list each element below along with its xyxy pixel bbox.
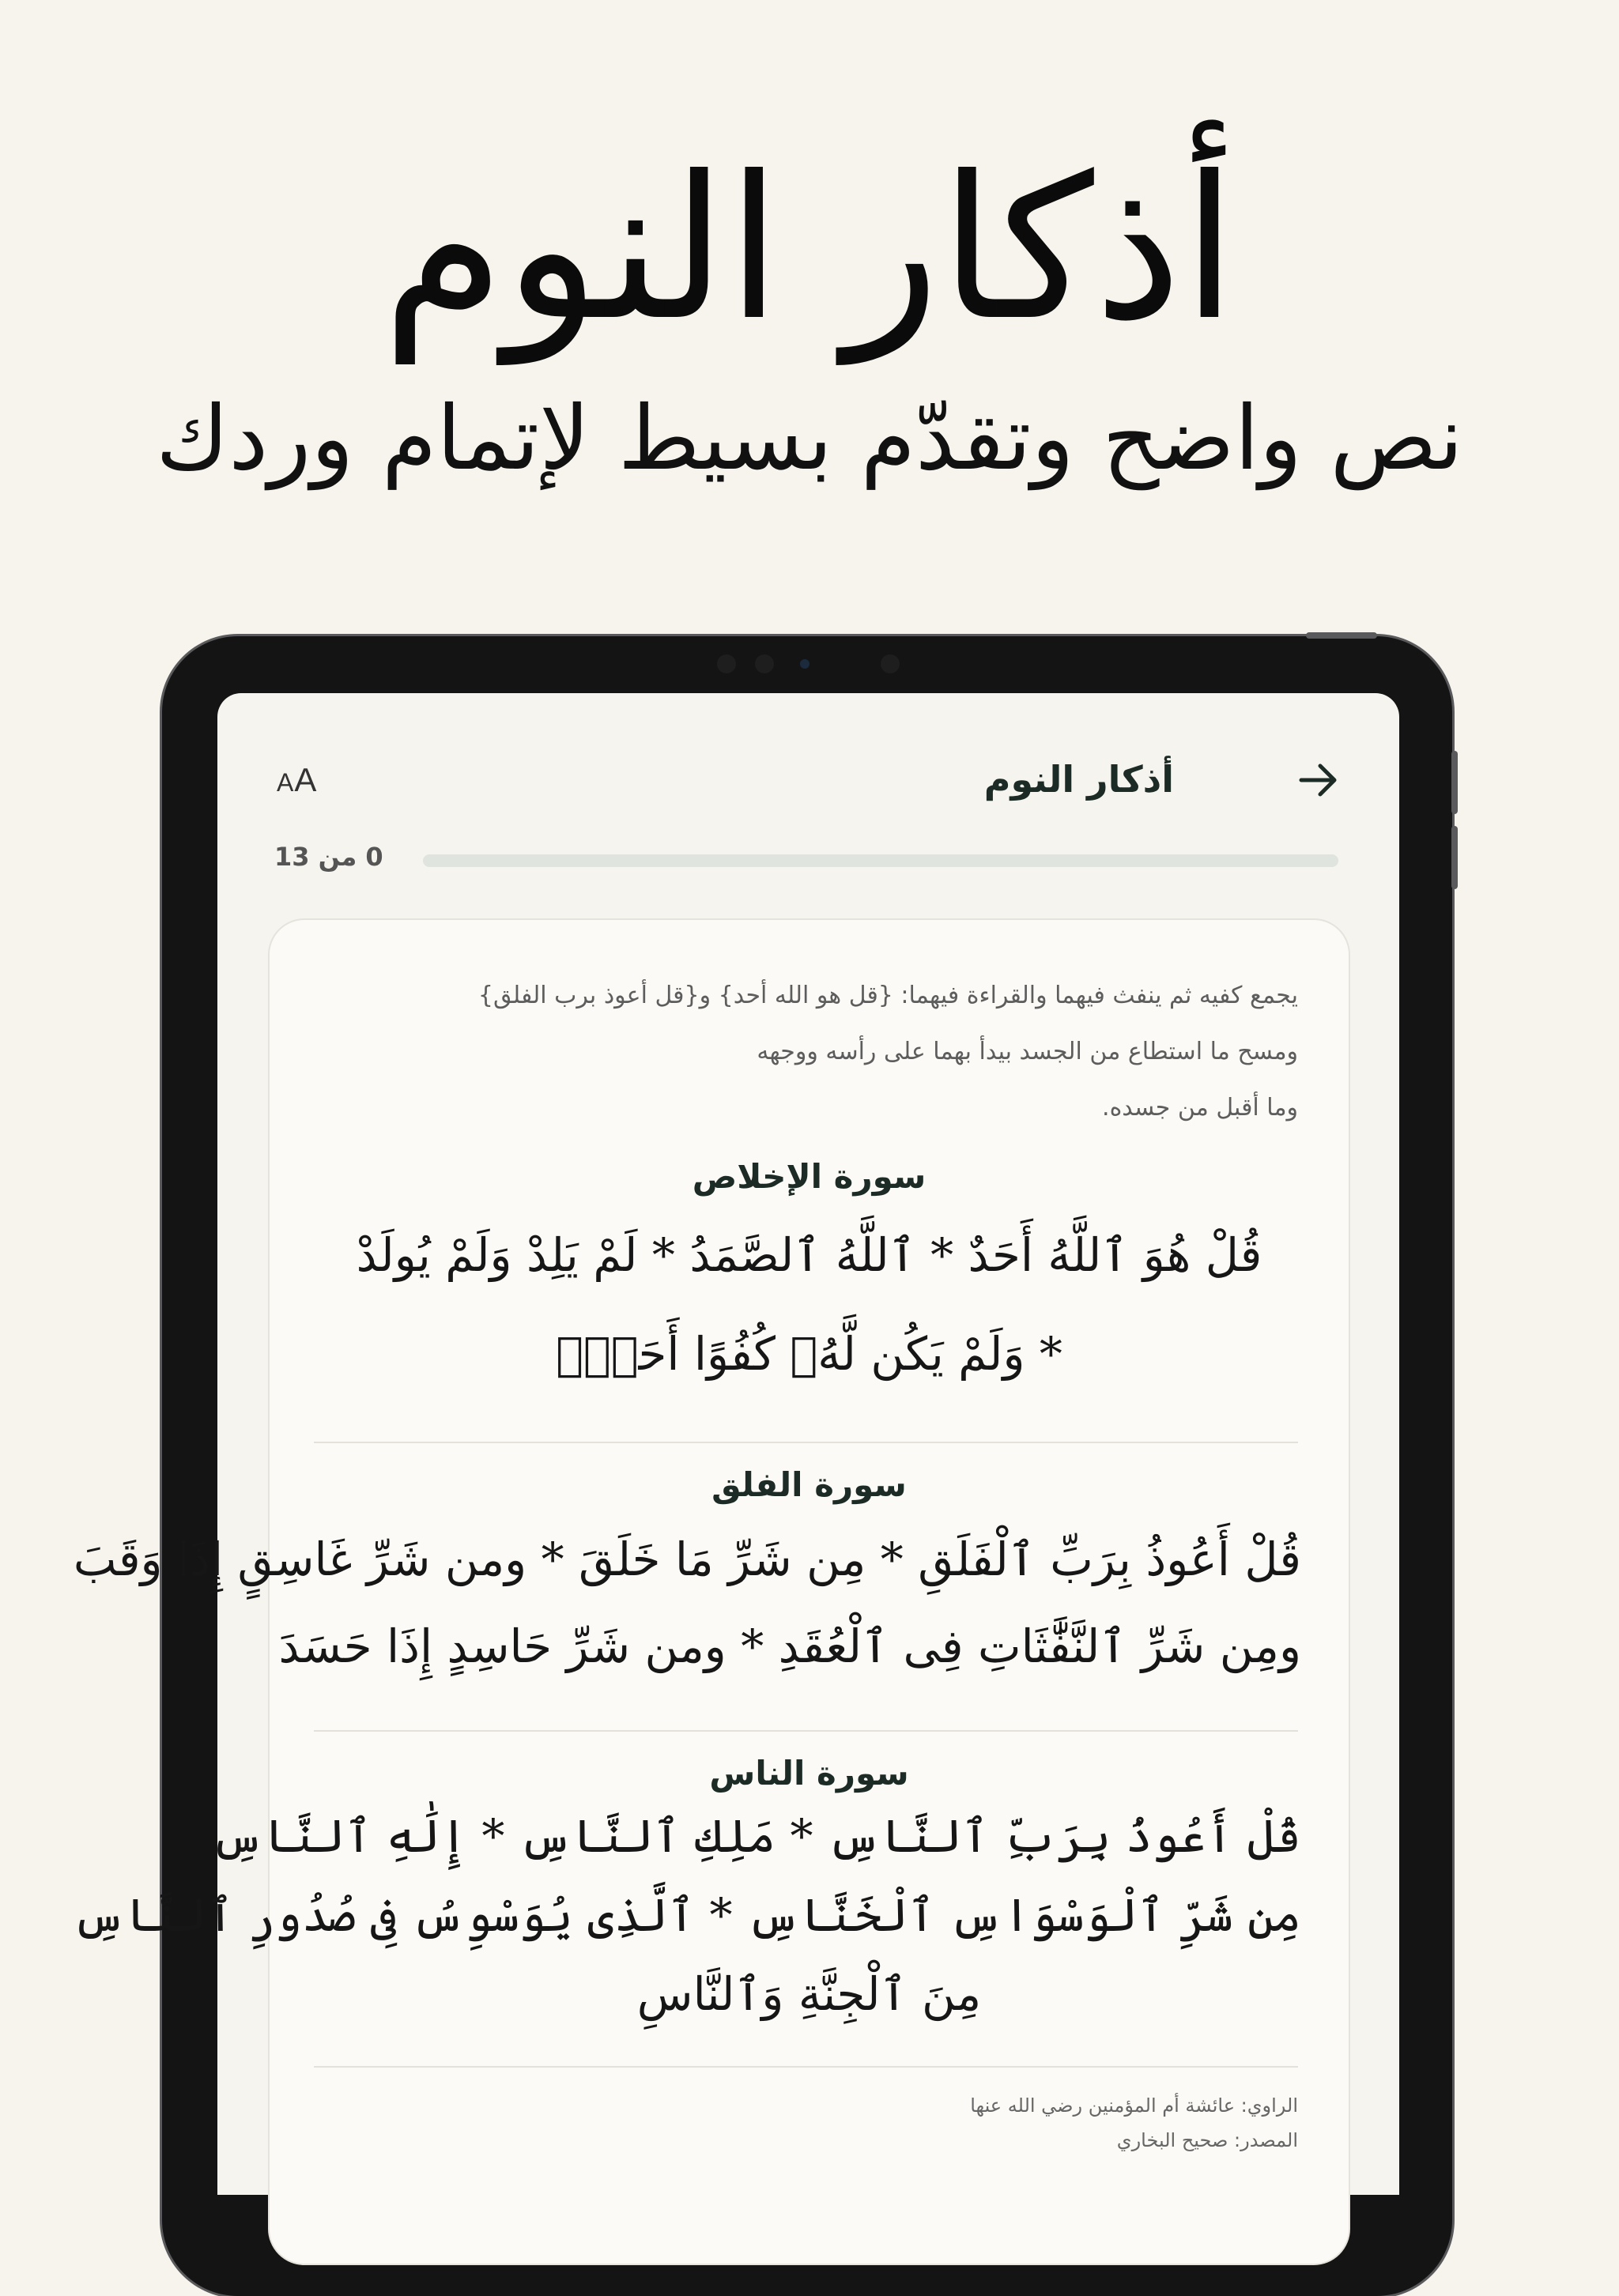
verse-line: مِنَ ٱلْجِنَّةِ وَٱلنَّاسِ [636, 1967, 982, 2021]
progress-row [217, 835, 1399, 883]
section-title-nas: سورة الناس [709, 1754, 909, 1793]
app-screen [72, 693, 1399, 2195]
font-size-button[interactable] [277, 761, 317, 799]
font-size-large-glyph: A [294, 761, 318, 798]
camera-dot [755, 654, 774, 673]
verse-line: * وَلَمْ يَكُن لَّهُۥ كُفُوًا أَحَدٌۢ [556, 1327, 1062, 1381]
instruction-line: يجمع كفيه ثم ينفث فيهما والقراءة فيهما: {قل هو الله أحد} و{قل أعوذ برب الفلق} [477, 982, 1298, 1009]
hero-title: أذكار النوم [382, 134, 1237, 364]
tablet-top-button [1306, 632, 1377, 639]
verse-line: قُلْ أَعُوذُ بِرَبِّ ٱلْفَلَقِ * مِن شَرِّ مَا خَلَقَ * ومن شَرِّ غَاسِقٍ إِذَا وَقَبَ [73, 1533, 1301, 1586]
screen-title: أذكار النوم [983, 758, 1174, 801]
dhikr-card[interactable] [72, 918, 1350, 2265]
section-divider [314, 1442, 1298, 1443]
back-button[interactable] [1293, 755, 1344, 805]
tablet-volume-down [1451, 826, 1458, 889]
camera-dot [881, 654, 900, 673]
hero-subtitle: نص واضح وتقدّم بسيط لإتمام وردك [156, 387, 1463, 490]
narrator-text: الراوي: عائشة أم المؤمنين رضي الله عنها [970, 2094, 1298, 2117]
camera-lens [800, 659, 810, 669]
instruction-line: وما أقبل من جسده. [1102, 1094, 1298, 1122]
source-text: المصدر: صحيح البخاري [1116, 2129, 1298, 2151]
instruction-line: ومسح ما استطاع من الجسد بيدأ بهما على رأسه ووجهه [757, 1038, 1298, 1065]
section-title-ikhlas: سورة الإخلاص [692, 1157, 926, 1196]
instructions-text [318, 967, 1298, 1136]
section-divider [314, 1730, 1298, 1732]
verse-line: مِن شَرِّ ٱلْوَسْوَاسِ ٱلْخَنَّاسِ * ٱلَّذِى يُوَسْوِسُ فِى صُدُورِ ٱلنَّاسِ [72, 1888, 1301, 1942]
verse-line: قُلْ أَعُوذُ بِرَبِّ ٱلنَّاسِ * مَلِكِ ٱلنَّاسِ * إِلَٰهِ ٱلنَّاسِ [210, 1809, 1301, 1863]
progress-bar [423, 854, 1338, 867]
camera-dot [717, 654, 736, 673]
section-divider [314, 2066, 1298, 2068]
camera-bar [711, 654, 909, 673]
app-header [217, 733, 1399, 812]
arrow-right-icon [1293, 755, 1344, 805]
verse-line: ومِن شَرِّ ٱلنَّفَّٰثَاتِ فِى ٱلْعُقَدِ * ومن شَرِّ حَاسِدٍ إِذَا حَسَدَ [278, 1619, 1301, 1673]
section-title-falaq: سورة الفلق [711, 1465, 907, 1504]
font-size-small-glyph: A [277, 768, 295, 797]
tablet-volume-up [1451, 751, 1458, 814]
verse-line: قُلْ هُوَ ٱللَّهُ أَحَدٌ * ٱللَّهُ ٱلصَّمَدُ * لَمْ يَلِدْ وَلَمْ يُولَدْ [356, 1228, 1262, 1282]
progress-label: 0 من 13 [274, 842, 383, 872]
